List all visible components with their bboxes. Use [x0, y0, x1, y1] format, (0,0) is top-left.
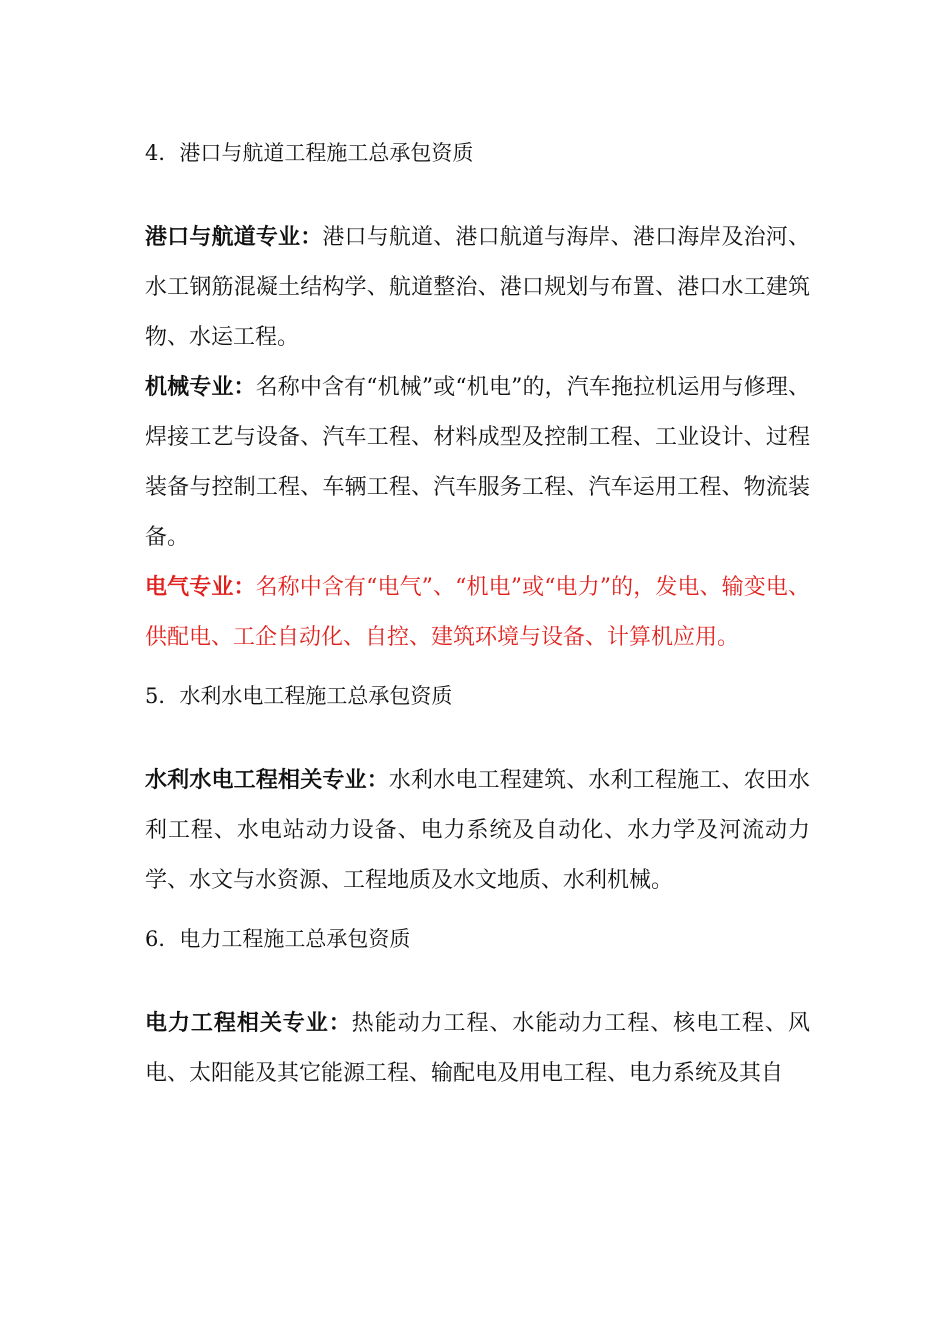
- paragraph-label: 机械专业：: [145, 375, 256, 400]
- paragraph-mechanical: [145, 363, 810, 563]
- section-heading-4: 4．港口与航道工程施工总承包资质: [145, 141, 474, 165]
- spacer: [145, 178, 810, 213]
- paragraph-power-engineering: [145, 999, 810, 1099]
- spacer: [145, 721, 810, 756]
- paragraph-water-conservancy: [145, 756, 810, 906]
- paragraph-electrical: [145, 563, 810, 663]
- paragraph-text: 水利水电工程建筑、水利工程施工、农田水利工程、水电站动力设备、电力系统及自动化、水力学及河流动力学、水文与水资源、工程地质及水文地质、水利机械。: [145, 768, 810, 893]
- paragraph-label: 水利水电工程相关专业：: [145, 768, 389, 793]
- paragraph-label: 港口与航道专业：: [145, 225, 323, 250]
- spacer: [145, 964, 810, 999]
- section-heading-5: 5．水利水电工程施工总承包资质: [145, 684, 453, 708]
- paragraph-text: 名称中含有“机械”或“机电”的，汽车拖拉机运用与修理、焊接工艺与设备、汽车工程、材料成型及控制工程、工业设计、过程装备与控制工程、车辆工程、汽车服务工程、汽车运用工程、物流装备。: [145, 375, 810, 550]
- paragraph-port-channel: [145, 213, 810, 363]
- paragraph-text: 热能动力工程、水能动力工程、核电工程、风电、太阳能及其它能源工程、输配电及用电工程、电力系统及其自: [145, 1011, 810, 1086]
- paragraph-label: 电气专业：: [145, 575, 256, 600]
- paragraph-text: 名称中含有“电气”、“机电”或“电力”的，发电、输变电、供配电、工企自动化、自控、建筑环境与设备、计算机应用。: [145, 575, 810, 650]
- document-page: [145, 128, 810, 1099]
- paragraph-label: 电力工程相关专业：: [145, 1011, 352, 1036]
- paragraph-text: 港口与航道、港口航道与海岸、港口海岸及治河、水工钢筋混凝土结构学、航道整治、港口规划与布置、港口水工建筑物、水运工程。: [145, 225, 810, 350]
- section-heading-6: 6．电力工程施工总承包资质: [145, 927, 411, 951]
